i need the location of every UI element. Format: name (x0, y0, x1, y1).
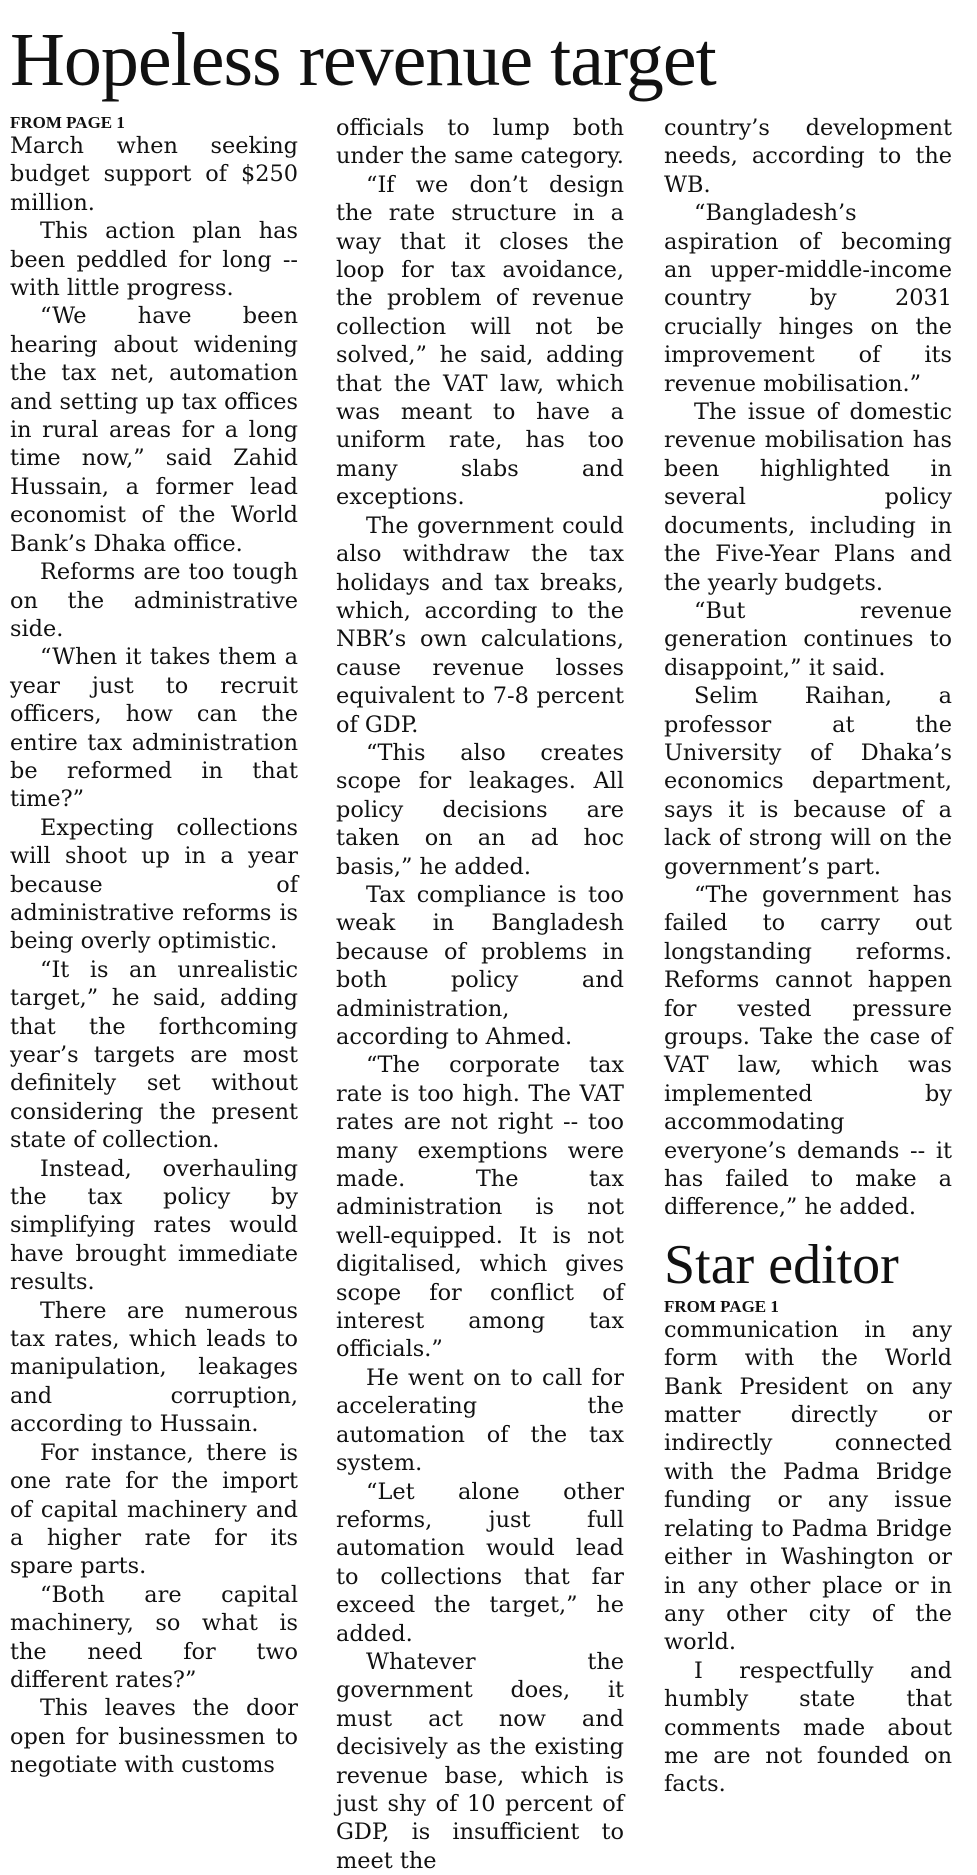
paragraph: The issue of domestic revenue mobilisation has been highlighted in several policy documents, including in the Five-Year Plans and the yearly budgets. (664, 399, 952, 596)
paragraph: There are numerous tax rates, which leads to manipulation, leakages and corruption, according to Hussain. (10, 1297, 298, 1438)
paragraph: This action plan has been peddled for long -- with little progress. (10, 218, 298, 302)
paragraph: This leaves the door open for businessmen to negotiate with customs (10, 1695, 298, 1779)
paragraph: The government could also withdraw the tax holidays and tax breaks, which, according to the NBR’s own calculations, cause revenue losses equivalent to 7-8 percent of GDP. (336, 512, 624, 738)
column-1 (10, 114, 298, 1780)
story2-dateline: FROM PAGE 1 (664, 1296, 779, 1316)
dateline: FROM PAGE 1 (10, 113, 125, 132)
paragraph: Expecting collections will shoot up in a year because of administrative reforms is being overly optimistic. (10, 814, 298, 955)
paragraph: officials to lump both under the same category. (336, 115, 624, 170)
paragraph: “But revenue generation continues to disappoint,” it said. (664, 597, 952, 681)
paragraph: “We have been hearing about widening the tax net, automation and setting up tax offices in rural areas for a long time now,” said Zahid Hussain, a former lead economist of the World Bank’s Dhaka office. (10, 303, 298, 557)
story2-headline: Star editor (664, 1233, 899, 1296)
paragraph: Reforms are too tough on the administrative side. (10, 559, 298, 642)
headline: Hopeless revenue target (10, 18, 716, 102)
paragraph: “This also creates scope for leakages. All policy decisions are taken on an ad hoc basis,” he added. (336, 739, 624, 880)
column-3 (664, 114, 952, 1799)
paragraph: I respectfully and humbly state that comments made about me are not founded on facts. (664, 1657, 952, 1798)
paragraph: Selim Raihan, a professor at the University of Dhaka’s economics department, says it is because of a lack of strong will on the government’s part. (664, 683, 952, 880)
column-2 (336, 114, 624, 1875)
paragraph: Whatever the government does, it must act now and decisively as the existing revenue base, which is just shy of 10 percent of GDP, is insufficient to meet the (336, 1648, 624, 1874)
paragraph: “The government has failed to carry out longstanding reforms. Reforms cannot happen for vested pressure groups. Take the case of VAT law, which was implemented by accommodating everyone’s demands -- it has failed to make a difference,” he added. (664, 881, 952, 1221)
paragraph: Instead, overhauling the tax policy by simplifying rates would have brought immediate results. (10, 1155, 298, 1296)
paragraph: “Bangladesh’s aspiration of becoming an upper-middle-income country by 2031 crucially hinges on the improvement of its revenue mobilisation.” (664, 200, 952, 397)
paragraph: March when seeking budget support of $250 million. (10, 133, 298, 216)
paragraph: Tax compliance is too weak in Bangladesh because of problems in both policy and administration, according to Ahmed. (336, 881, 624, 1050)
paragraph: “Let alone other reforms, just full automation would lead to collections that far exceed the target,” he added. (336, 1478, 624, 1647)
paragraph: He went on to call for accelerating the automation of the tax system. (336, 1364, 624, 1477)
paragraph: “It is an unrealistic target,” he said, adding that the forthcoming year’s targets are most definitely set without considering the present state of collection. (10, 956, 298, 1154)
paragraph: communication in any form with the World Bank President on any matter directly or indirectly connected with the Padma Bridge funding or any issue relating to Padma Bridge either in Washington or in any other place or in any other city of the world. (664, 1316, 952, 1656)
paragraph: “When it takes them a year just to recruit officers, how can the entire tax administration be reformed in that time?” (10, 644, 298, 813)
paragraph: “If we don’t design the rate structure in a way that it closes the loop for tax avoidance, the problem of revenue collection will not be solved,” he said, adding that the VAT law, which was meant to have a uniform rate, has too many slabs and exceptions. (336, 171, 624, 511)
paragraph: country’s development needs, according to the WB. (664, 115, 952, 198)
paragraph: For instance, there is one rate for the import of capital machinery and a higher rate for its spare parts. (10, 1439, 298, 1580)
paragraph: “Both are capital machinery, so what is the need for two different rates?” (10, 1581, 298, 1693)
paragraph: “The corporate tax rate is too high. The VAT rates are not right -- too many exemptions were made. The tax administration is not well-equipped. It is not digitalised, which gives scope for conflict of interest among tax officials.” (336, 1052, 624, 1363)
